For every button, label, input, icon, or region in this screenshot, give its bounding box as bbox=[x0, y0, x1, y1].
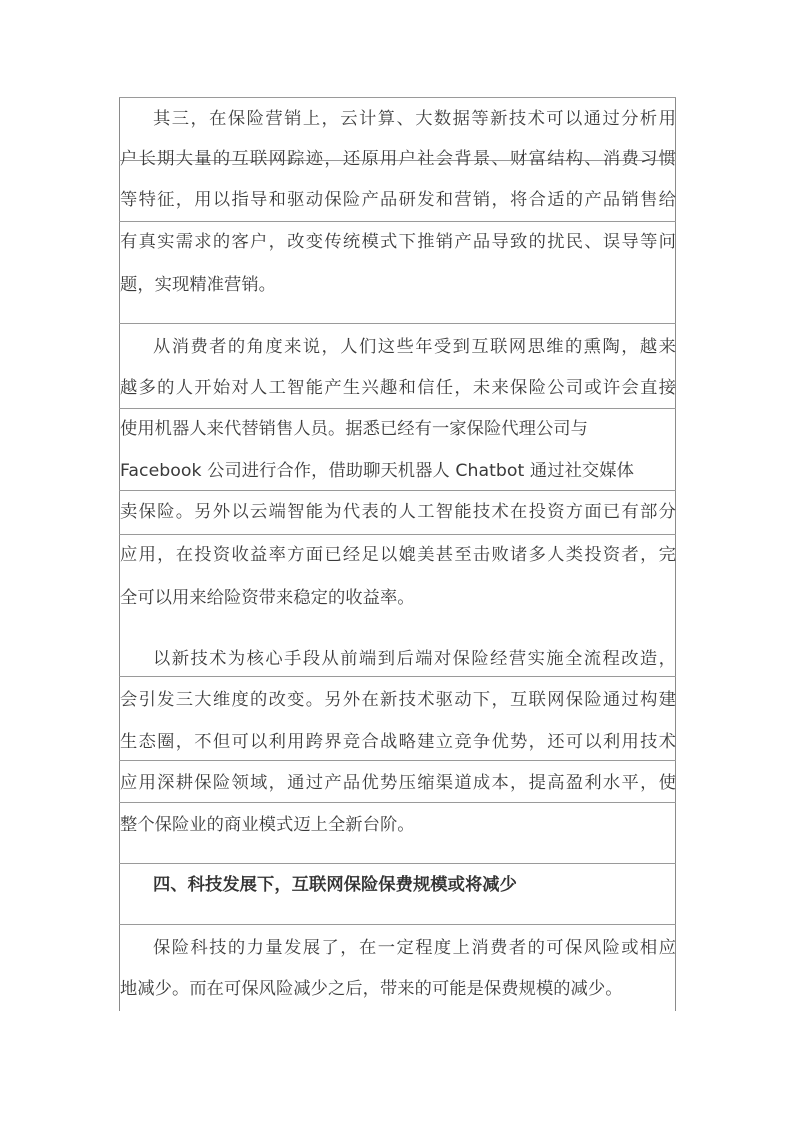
table-rule bbox=[119, 863, 676, 864]
paragraph-line: 会引发三大维度的改变。另外在新技术驱动下，互联网保险通过构建 bbox=[120, 690, 676, 710]
table-rule bbox=[119, 802, 676, 803]
paragraph-line: 整个保险业的商业模式迈上全新台阶。 bbox=[120, 815, 415, 835]
paragraph-line: 应用，在投资收益率方面已经足以媲美甚至击败诸多人类投资者，完 bbox=[120, 545, 676, 565]
paragraph-line: 以新技术为核心手段从前端到后端对保险经营实施全流程改造， bbox=[153, 649, 676, 669]
paragraph-line: 从消费者的角度来说，人们这些年受到互联网思维的熏陶，越来 bbox=[153, 337, 676, 357]
paragraph-line: 保险科技的力量发展了，在一定程度上消费者的可保风险或相应 bbox=[153, 938, 676, 958]
paragraph-line: 等特征，用以指导和驱动保险产品研发和营销，将合适的产品销售给 bbox=[120, 190, 676, 210]
paragraph-line: 地减少。而在可保风险减少之后，带来的可能是保费规模的减少。 bbox=[120, 979, 623, 999]
paragraph-line: 户长期大量的互联网踪迹，还原用户社会背景、财富结构、消费习惯 bbox=[120, 149, 676, 169]
table-rule bbox=[119, 323, 676, 324]
paragraph-line: 有真实需求的客户，改变传统模式下推销产品导致的扰民、误导等问 bbox=[120, 232, 676, 252]
paragraph-line: 使用机器人来代替销售人员。据悉已经有一家保险代理公司与 bbox=[120, 419, 588, 439]
paragraph-line: 题，实现精准营销。 bbox=[120, 275, 276, 295]
paragraph-line: 卖保险。另外以云端智能为代表的人工智能技术在投资方面已有部分 bbox=[120, 502, 676, 522]
paragraph-line: Facebook 公司进行合作，借助聊天机器人 Chatbot 通过社交媒体 bbox=[120, 461, 634, 481]
table-rule bbox=[119, 760, 676, 761]
table-rule bbox=[119, 221, 676, 222]
table-rule bbox=[119, 924, 676, 925]
table-rule bbox=[119, 676, 676, 677]
section-heading: 四、科技发展下，互联网保险保费规模或将减少 bbox=[153, 875, 517, 895]
table-rule bbox=[119, 408, 676, 409]
paragraph-line: 其三，在保险营销上，云计算、大数据等新技术可以通过分析用 bbox=[153, 109, 676, 129]
table-rule bbox=[119, 534, 676, 535]
paragraph-line: 应用深耕保险领域，通过产品优势压缩渠道成本，提高盈利水平，使 bbox=[120, 773, 676, 793]
table-rule bbox=[119, 490, 676, 491]
table-rule bbox=[119, 97, 676, 98]
paragraph-line: 全可以用来给险资带来稳定的收益率。 bbox=[120, 588, 415, 608]
paragraph-line: 越多的人开始对人工智能产生兴趣和信任，未来保险公司或许会直接 bbox=[120, 378, 676, 398]
paragraph-line: 生态圈，不但可以利用跨界竞合战略建立竞争优势，还可以利用技术 bbox=[120, 732, 676, 752]
